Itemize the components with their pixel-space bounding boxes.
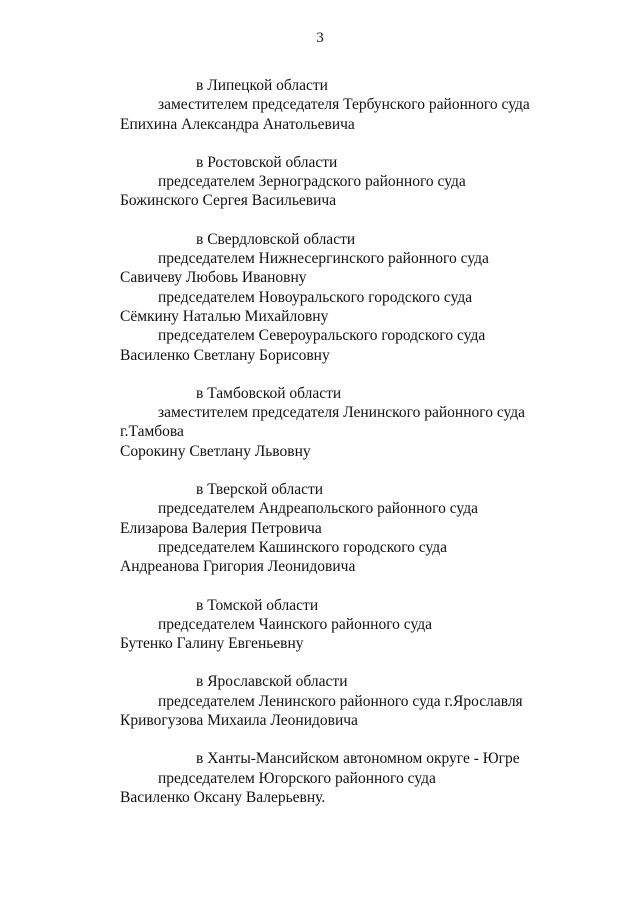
region-heading: в Тверской области — [196, 481, 324, 499]
person-name-line: Елизарова Валерия Петровича — [120, 519, 322, 537]
position-line: председателем Андреапольского районного суда — [158, 500, 478, 518]
position-line: председателем Чаинского районного суда — [158, 615, 433, 633]
region-heading: в Ростовской области — [196, 153, 338, 171]
region-block — [0, 230, 640, 365]
region-heading: в Ярославской области — [196, 673, 348, 691]
region-block — [0, 749, 640, 807]
position-line: председателем Нижнесергинского районного суда — [158, 250, 489, 268]
region-heading: в Ханты-Мансийском автономном округе - Югре — [196, 750, 520, 768]
region-block — [0, 384, 640, 461]
position-line: председателем Североуральского городского суда — [158, 327, 486, 345]
region-block — [0, 596, 640, 654]
person-name-line: Савичеву Любовь Ивановну — [120, 269, 307, 287]
position-line: заместителем председателя Ленинского районного суда — [158, 404, 526, 422]
document-body — [0, 76, 640, 826]
region-heading: в Свердловской области — [196, 230, 356, 248]
person-name-line: Бутенко Галину Евгеньевну — [120, 635, 304, 653]
person-name-line: Василенко Светлану Борисовну — [120, 346, 330, 364]
region-heading: в Липецкой области — [196, 77, 328, 94]
position-line: председателем Югорского районного суда — [158, 769, 436, 787]
region-block — [0, 153, 640, 211]
person-name-line: Василенко Оксану Валерьевну. — [120, 788, 326, 806]
position-line: председателем Зерноградского районного суда — [158, 173, 466, 191]
region-block — [0, 76, 640, 134]
region-heading: в Томской области — [196, 596, 319, 614]
person-name-line: Сорокину Светлану Львовну — [120, 442, 311, 460]
person-name-line: Кривогузова Михаила Леонидовича — [120, 712, 358, 730]
position-line: председателем Новоуральского городского суда — [158, 288, 473, 306]
position-line: председателем Кашинского городского суда — [158, 538, 448, 556]
region-block — [0, 672, 640, 730]
person-name-line: г.Тамбова — [120, 423, 184, 441]
person-name-line: Епихина Александра Анатольевича — [120, 115, 355, 133]
person-name-line: Сёмкину Наталью Михайловну — [120, 307, 329, 325]
person-name-line: Андреанова Григория Леонидовича — [120, 558, 356, 576]
region-heading: в Тамбовской области — [196, 384, 342, 402]
region-block — [0, 480, 640, 576]
person-name-line: Божинского Сергея Васильевича — [120, 192, 337, 210]
position-line: председателем Ленинского районного суда г.Ярославля — [158, 692, 523, 710]
page-number: 3 — [316, 30, 324, 46]
position-line: заместителем председателя Тербунского районного суда — [158, 96, 530, 114]
